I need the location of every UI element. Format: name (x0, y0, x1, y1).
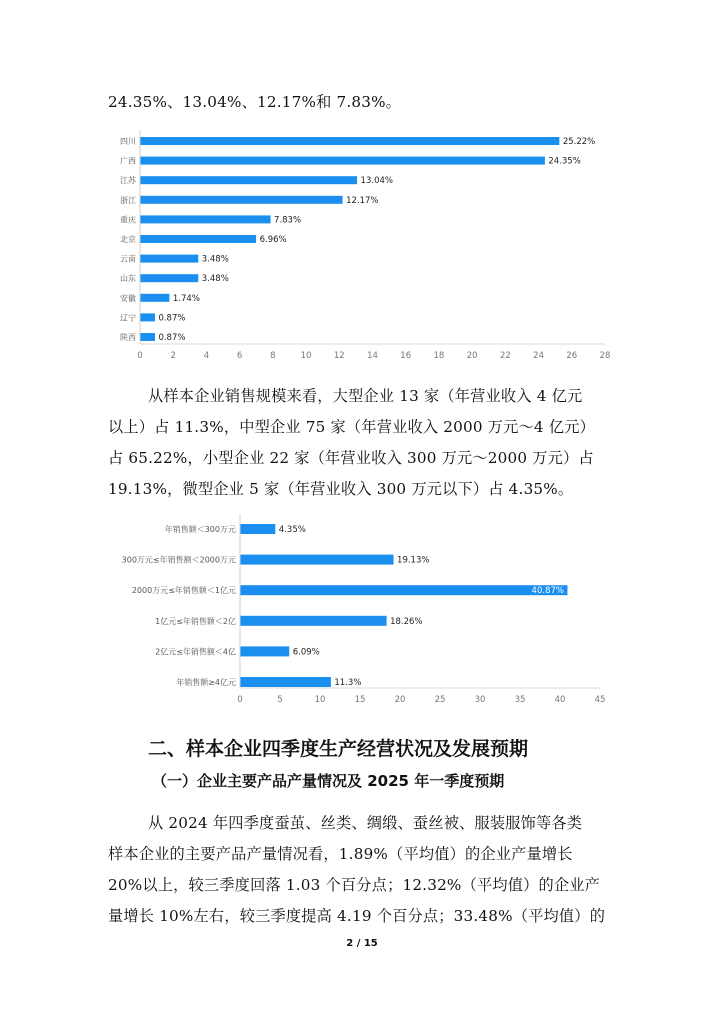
category-label: 浙江 (120, 195, 136, 205)
data-label: 7.83% (274, 215, 302, 226)
data-label: 0.87% (158, 333, 186, 343)
data-label: 25.22% (562, 137, 596, 147)
bar (241, 616, 387, 626)
data-label: 18.26% (390, 616, 423, 627)
x-tick-label: 22 (499, 351, 511, 361)
x-tick-label: 16 (400, 351, 412, 361)
para1-line-3: 占 65.22%，小型企业 22 家（年营业收入 300 万元～2000 万元）占 (108, 449, 594, 467)
para2-line-4: 量增长 10%左右，较三季度提高 4.19 个百分点；33.48%（平均值）的 (108, 907, 606, 925)
bar (141, 196, 343, 204)
category-label: 北京 (120, 235, 136, 244)
x-tick-label: 25 (434, 695, 446, 705)
para1-line-1: 从样本企业销售规模来看，大型企业 13 家（年营业收入 4 亿元 (148, 387, 583, 405)
data-label: 40.87% (531, 586, 564, 597)
data-label: 3.48% (201, 274, 229, 285)
data-label: 13.04% (360, 176, 393, 187)
category-label: 陕西 (120, 333, 136, 342)
bar (241, 524, 276, 534)
x-tick-label: 18 (433, 351, 445, 361)
x-tick-label: 45 (594, 695, 606, 705)
category-label: 1亿元≤年销售额＜2亿 (155, 616, 236, 626)
bar (241, 677, 331, 687)
x-tick-label: 30 (474, 695, 486, 705)
bar (141, 235, 257, 243)
bar (141, 294, 170, 302)
data-label: 11.3% (334, 678, 362, 688)
x-tick-label: 0 (237, 695, 243, 705)
data-label: 6.96% (259, 235, 287, 245)
bar (141, 176, 358, 184)
bar (141, 137, 560, 145)
data-label: 0.87% (158, 313, 186, 324)
data-label: 24.35% (548, 156, 581, 167)
bar (141, 274, 199, 282)
bar (241, 585, 568, 595)
x-tick-label: 24 (533, 351, 544, 361)
data-label: 3.48% (201, 254, 229, 265)
category-label: 辽宁 (120, 313, 136, 323)
category-label: 年销售额＜300万元 (164, 525, 236, 534)
category-label: 广西 (120, 156, 136, 166)
para2-line-2: 样本企业的主要产品产量情况看，1.89%（平均值）的企业产量增长 (108, 845, 573, 863)
category-label: 云南 (120, 254, 136, 264)
para2-line-3: 20%以上，较三季度回落 1.03 个百分点；12.32%（平均值）的企业产 (108, 876, 601, 894)
category-label: 四川 (120, 137, 136, 146)
data-label: 12.17% (346, 195, 379, 206)
x-tick-label: 28 (599, 351, 611, 361)
category-label: 江苏 (120, 176, 136, 186)
category-label: 2亿元≤年销售额＜4亿 (155, 647, 236, 657)
subsection-heading: （一）企业主要产品产量情况及 2025 年一季度预期 (152, 772, 505, 790)
top-text-line: 24.35%、13.04%、12.17%和 7.83%。 (108, 93, 402, 111)
category-label: 2000万元≤年销售额＜1亿元 (131, 586, 236, 596)
x-tick-label: 10 (300, 351, 312, 361)
bar (141, 157, 545, 165)
x-tick-label: 14 (367, 351, 378, 361)
x-tick-label: 0 (137, 351, 143, 361)
para1-line-4: 19.13%，微型企业 5 家（年营业收入 300 万元以下）占 4.35%。 (108, 480, 574, 498)
bar (141, 255, 199, 263)
bar (141, 215, 271, 223)
x-tick-label: 12 (333, 351, 345, 361)
page-number: 2 / 15 (346, 938, 378, 949)
category-label: 安徽 (120, 293, 136, 303)
data-label: 19.13% (397, 555, 430, 566)
bar (241, 646, 290, 656)
section-heading: 二、样本企业四季度生产经营状况及发展预期 (148, 738, 529, 760)
bar (141, 333, 155, 341)
x-tick-label: 10 (314, 695, 326, 705)
x-tick-label: 20 (394, 695, 406, 705)
data-label: 4.35% (278, 525, 306, 535)
category-label: 300万元≤年销售额＜2000万元 (121, 555, 236, 565)
category-label: 重庆 (120, 215, 136, 225)
province-distribution-chart (108, 128, 618, 368)
x-tick-label: 40 (554, 695, 566, 705)
x-tick-label: 35 (514, 695, 526, 705)
bar (141, 313, 155, 321)
x-tick-label: 4 (203, 351, 210, 361)
data-label: 1.74% (172, 293, 200, 304)
x-tick-label: 15 (354, 695, 366, 705)
bar (241, 555, 394, 565)
x-tick-label: 8 (270, 351, 276, 361)
category-label: 年销售额≥4亿元 (176, 678, 236, 687)
data-label: 6.09% (292, 647, 320, 658)
x-tick-label: 20 (466, 351, 478, 361)
category-label: 山东 (120, 274, 136, 284)
x-tick-label: 26 (566, 351, 578, 361)
para1-line-2: 以上）占 11.3%，中型企业 75 家（年营业收入 2000 万元～4 亿元） (108, 418, 595, 436)
para2-line-1: 从 2024 年四季度蚕茧、丝类、绸缎、蚕丝被、服装服饰等各类 (148, 814, 583, 832)
x-tick-label: 2 (170, 351, 176, 361)
x-tick-label: 5 (277, 695, 283, 705)
sales-scale-chart (108, 512, 618, 712)
x-tick-label: 6 (236, 351, 243, 361)
